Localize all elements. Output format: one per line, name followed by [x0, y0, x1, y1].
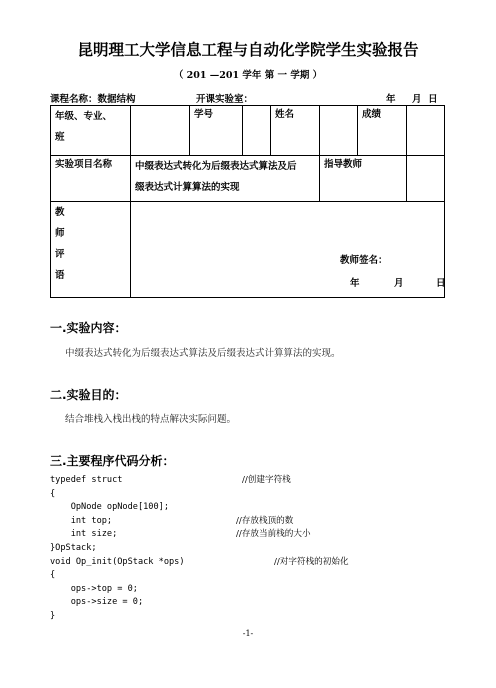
score-label: 成绩	[358, 106, 407, 156]
section-2-body: 结合堆栈入栈出栈的特点解决实际问题。	[65, 414, 237, 425]
table-row	[51, 202, 445, 298]
report-title: 昆明理工大学信息工程与自动化学院学生实验报告	[77, 41, 419, 59]
table-row	[51, 156, 445, 202]
section-1-body: 中缀表达式转化为后缀表达式算法及后缀表达式计算算法的实现。	[65, 348, 341, 359]
course-name: 课程名称：数据结构	[50, 94, 136, 105]
student-id-value	[243, 106, 271, 156]
sign-year: 年	[350, 278, 360, 289]
grade-major-value	[131, 106, 190, 156]
name-label: 姓名	[271, 106, 320, 156]
code-line: {	[50, 488, 56, 499]
sign-month: 月	[394, 278, 404, 289]
project-name-value: 中缀表达式转化为后缀表达式算法及后 缀表达式计算算法的实现	[131, 156, 320, 202]
semester-line: （ 201 —201 学年 第 一 学期 ）	[173, 70, 323, 81]
code-line: int top; //存放栈顶的数	[50, 515, 185, 529]
code-comment: //存放栈顶的数	[236, 515, 294, 526]
page-number: -1-	[242, 629, 254, 638]
grade-major-label: 年级、专业、 班	[51, 106, 131, 156]
instructor-label: 指导教师	[320, 156, 407, 202]
table-row	[51, 106, 445, 156]
section-3-heading: 三.主要程序代码分析：	[50, 454, 175, 468]
student-id-label: 学号	[190, 106, 243, 156]
report-info-table	[50, 105, 445, 298]
teacher-comment-area	[131, 202, 445, 298]
code-comment: //对字符栈的初始化	[274, 556, 349, 567]
code-line: ops->size = 0;	[50, 597, 144, 608]
code-line: }OpStack;	[50, 542, 97, 553]
teacher-signature-label: 教师签名：	[340, 255, 388, 266]
name-value	[320, 106, 358, 156]
teacher-comment-label: 教 师 评 语	[51, 202, 131, 298]
code-line: ops->top = 0;	[50, 583, 138, 594]
sign-day: 日	[436, 278, 446, 289]
instructor-value	[407, 156, 445, 202]
section-2-heading: 二.实验目的：	[50, 388, 127, 402]
code-line: int size; //存放当前栈的大小	[50, 528, 185, 542]
report-date: 年 月 日	[386, 94, 438, 105]
section-1-heading: 一.实验内容：	[50, 321, 127, 335]
code-line: }	[50, 610, 56, 621]
code-line: typedef struct //创建字符栈	[50, 474, 185, 488]
code-line: void Op_init(OpStack *ops) //对字符栈的初始化	[50, 556, 185, 570]
score-value	[407, 106, 445, 156]
code-comment: //创建字符栈	[242, 475, 291, 485]
code-line: OpNode opNode[100];	[50, 502, 169, 513]
lab-room: 开课实验室：	[196, 94, 254, 105]
code-comment: //存放当前栈的大小	[236, 529, 311, 540]
code-line: {	[50, 570, 56, 581]
code-block	[50, 474, 349, 624]
project-name-label: 实验项目名称	[51, 156, 131, 202]
